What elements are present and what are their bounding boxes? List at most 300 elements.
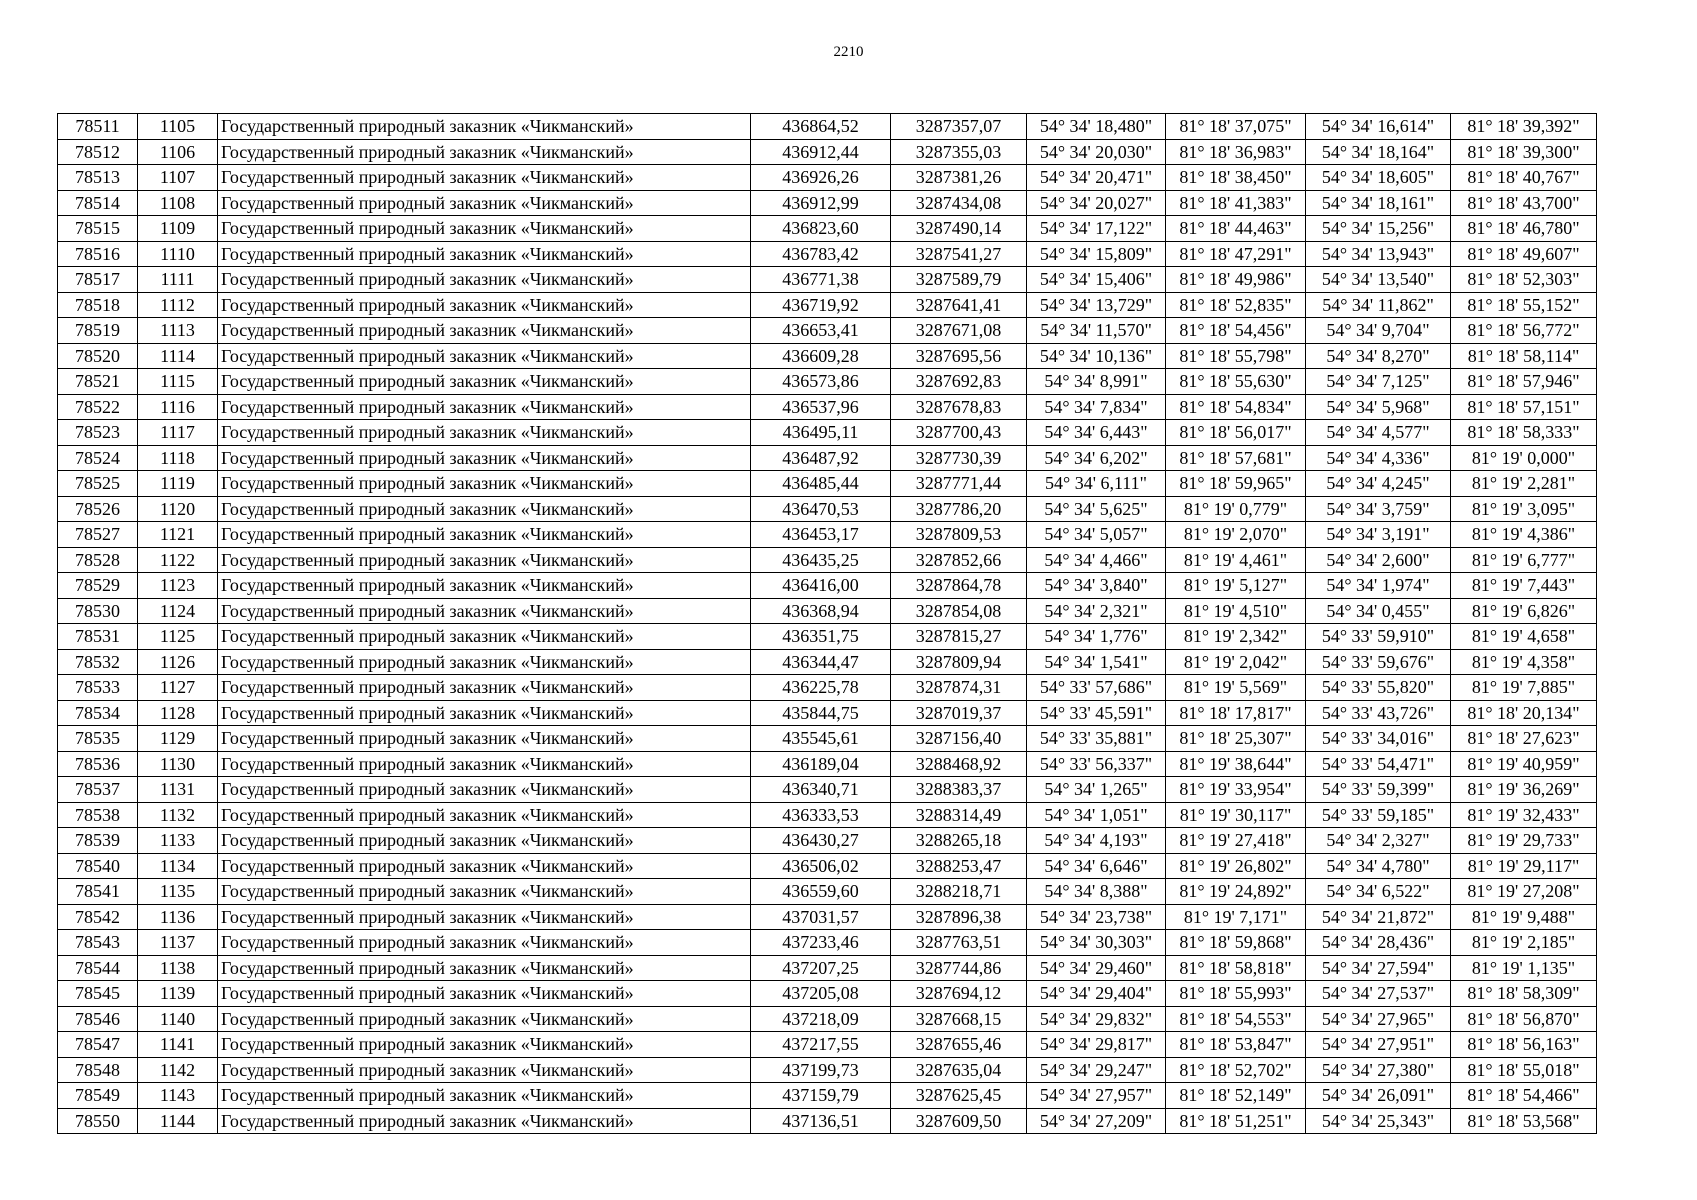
table-body (58, 114, 1597, 1134)
cell-latitude-1: 54° 34' 17,122" (1027, 216, 1166, 242)
cell-coord-x: 436653,41 (751, 318, 891, 344)
cell-latitude-1: 54° 34' 2,321" (1027, 598, 1166, 624)
cell-coord-y: 3287809,94 (891, 649, 1027, 675)
cell-coord-y: 3287541,27 (891, 241, 1027, 267)
cell-territory-name: Государственный природный заказник «Чикманский» (218, 241, 751, 267)
cell-point-number: 1131 (138, 777, 218, 803)
table-row (58, 981, 1597, 1007)
cell-point-number: 1123 (138, 573, 218, 599)
cell-latitude-1: 54° 34' 20,027" (1027, 190, 1166, 216)
table-row (58, 547, 1597, 573)
cell-row-number: 78520 (58, 343, 138, 369)
cell-latitude-1: 54° 34' 3,840" (1027, 573, 1166, 599)
cell-longitude-1: 81° 18' 37,075" (1166, 114, 1306, 140)
table-row (58, 853, 1597, 879)
table-row (58, 751, 1597, 777)
cell-latitude-1: 54° 34' 1,265" (1027, 777, 1166, 803)
cell-coord-y: 3287730,39 (891, 445, 1027, 471)
cell-row-number: 78513 (58, 165, 138, 191)
cell-coord-y: 3287695,56 (891, 343, 1027, 369)
cell-point-number: 1111 (138, 267, 218, 293)
cell-row-number: 78523 (58, 420, 138, 446)
cell-row-number: 78540 (58, 853, 138, 879)
cell-longitude-2: 81° 18' 46,780" (1451, 216, 1597, 242)
cell-longitude-1: 81° 18' 55,630" (1166, 369, 1306, 395)
cell-coord-x: 436368,94 (751, 598, 891, 624)
cell-coord-y: 3287786,20 (891, 496, 1027, 522)
cell-point-number: 1114 (138, 343, 218, 369)
cell-coord-y: 3287874,31 (891, 675, 1027, 701)
cell-coord-y: 3287434,08 (891, 190, 1027, 216)
cell-longitude-1: 81° 18' 56,017" (1166, 420, 1306, 446)
cell-point-number: 1116 (138, 394, 218, 420)
cell-row-number: 78525 (58, 471, 138, 497)
cell-coord-y: 3287678,83 (891, 394, 1027, 420)
cell-latitude-1: 54° 34' 1,051" (1027, 802, 1166, 828)
cell-territory-name: Государственный природный заказник «Чикманский» (218, 1057, 751, 1083)
cell-longitude-2: 81° 18' 53,568" (1451, 1108, 1597, 1134)
cell-point-number: 1122 (138, 547, 218, 573)
cell-territory-name: Государственный природный заказник «Чикманский» (218, 777, 751, 803)
cell-latitude-1: 54° 34' 20,471" (1027, 165, 1166, 191)
cell-coord-x: 436864,52 (751, 114, 891, 140)
cell-latitude-1: 54° 34' 6,646" (1027, 853, 1166, 879)
cell-coord-x: 436487,92 (751, 445, 891, 471)
cell-latitude-2: 54° 34' 3,191" (1306, 522, 1451, 548)
cell-coord-x: 436783,42 (751, 241, 891, 267)
cell-longitude-2: 81° 19' 6,826" (1451, 598, 1597, 624)
cell-territory-name: Государственный природный заказник «Чикманский» (218, 1006, 751, 1032)
cell-latitude-2: 54° 34' 13,540" (1306, 267, 1451, 293)
cell-row-number: 78541 (58, 879, 138, 905)
cell-territory-name: Государственный природный заказник «Чикманский» (218, 165, 751, 191)
cell-latitude-2: 54° 34' 13,943" (1306, 241, 1451, 267)
cell-point-number: 1110 (138, 241, 218, 267)
cell-coord-x: 436912,99 (751, 190, 891, 216)
cell-longitude-2: 81° 18' 39,392" (1451, 114, 1597, 140)
cell-longitude-2: 81° 18' 55,152" (1451, 292, 1597, 318)
cell-longitude-2: 81° 18' 57,946" (1451, 369, 1597, 395)
cell-longitude-1: 81° 19' 30,117" (1166, 802, 1306, 828)
table-row (58, 828, 1597, 854)
cell-latitude-2: 54° 34' 16,614" (1306, 114, 1451, 140)
cell-longitude-1: 81° 18' 44,463" (1166, 216, 1306, 242)
cell-point-number: 1120 (138, 496, 218, 522)
cell-coord-x: 436351,75 (751, 624, 891, 650)
table-row (58, 522, 1597, 548)
cell-coord-x: 436435,25 (751, 547, 891, 573)
cell-latitude-1: 54° 34' 4,193" (1027, 828, 1166, 854)
table-row (58, 369, 1597, 395)
cell-coord-y: 3287815,27 (891, 624, 1027, 650)
cell-row-number: 78517 (58, 267, 138, 293)
cell-coord-x: 437205,08 (751, 981, 891, 1007)
cell-territory-name: Государственный природный заказник «Чикманский» (218, 114, 751, 140)
cell-latitude-2: 54° 34' 18,164" (1306, 139, 1451, 165)
cell-latitude-2: 54° 34' 4,336" (1306, 445, 1451, 471)
cell-coord-x: 436344,47 (751, 649, 891, 675)
cell-latitude-1: 54° 34' 1,541" (1027, 649, 1166, 675)
cell-point-number: 1134 (138, 853, 218, 879)
cell-coord-x: 436537,96 (751, 394, 891, 420)
cell-coord-x: 436453,17 (751, 522, 891, 548)
table-row (58, 649, 1597, 675)
cell-coord-x: 436430,27 (751, 828, 891, 854)
cell-row-number: 78548 (58, 1057, 138, 1083)
cell-coord-y: 3287635,04 (891, 1057, 1027, 1083)
cell-longitude-2: 81° 18' 58,333" (1451, 420, 1597, 446)
cell-longitude-1: 81° 19' 5,127" (1166, 573, 1306, 599)
cell-latitude-1: 54° 34' 5,625" (1027, 496, 1166, 522)
cell-coord-x: 436485,44 (751, 471, 891, 497)
cell-longitude-1: 81° 18' 52,149" (1166, 1083, 1306, 1109)
table-row (58, 573, 1597, 599)
cell-territory-name: Государственный природный заказник «Чикманский» (218, 1032, 751, 1058)
cell-latitude-2: 54° 34' 3,759" (1306, 496, 1451, 522)
cell-longitude-1: 81° 18' 54,456" (1166, 318, 1306, 344)
table-row (58, 1032, 1597, 1058)
cell-latitude-1: 54° 34' 29,460" (1027, 955, 1166, 981)
cell-latitude-2: 54° 33' 34,016" (1306, 726, 1451, 752)
cell-point-number: 1113 (138, 318, 218, 344)
cell-territory-name: Государственный природный заказник «Чикманский» (218, 751, 751, 777)
cell-latitude-1: 54° 34' 8,991" (1027, 369, 1166, 395)
cell-row-number: 78511 (58, 114, 138, 140)
cell-coord-y: 3287609,50 (891, 1108, 1027, 1134)
table-row (58, 394, 1597, 420)
cell-coord-x: 436225,78 (751, 675, 891, 701)
cell-point-number: 1144 (138, 1108, 218, 1134)
cell-latitude-2: 54° 34' 15,256" (1306, 216, 1451, 242)
cell-longitude-2: 81° 18' 57,151" (1451, 394, 1597, 420)
cell-point-number: 1121 (138, 522, 218, 548)
cell-coord-x: 436506,02 (751, 853, 891, 879)
cell-longitude-1: 81° 18' 49,986" (1166, 267, 1306, 293)
cell-coord-y: 3288218,71 (891, 879, 1027, 905)
cell-longitude-1: 81° 18' 55,993" (1166, 981, 1306, 1007)
table-row (58, 624, 1597, 650)
cell-coord-y: 3287625,45 (891, 1083, 1027, 1109)
cell-longitude-2: 81° 19' 2,281" (1451, 471, 1597, 497)
cell-territory-name: Государственный природный заказник «Чикманский» (218, 267, 751, 293)
cell-territory-name: Государственный природный заказник «Чикманский» (218, 292, 751, 318)
cell-point-number: 1135 (138, 879, 218, 905)
cell-point-number: 1105 (138, 114, 218, 140)
table-row (58, 420, 1597, 446)
cell-latitude-2: 54° 34' 8,270" (1306, 343, 1451, 369)
cell-territory-name: Государственный природный заказник «Чикманский» (218, 598, 751, 624)
cell-coord-y: 3287490,14 (891, 216, 1027, 242)
cell-point-number: 1139 (138, 981, 218, 1007)
cell-longitude-2: 81° 19' 4,658" (1451, 624, 1597, 650)
table-row (58, 879, 1597, 905)
cell-coord-y: 3287700,43 (891, 420, 1027, 446)
table-row (58, 114, 1597, 140)
coordinates-table (57, 113, 1597, 1134)
cell-longitude-2: 81° 19' 32,433" (1451, 802, 1597, 828)
table-row (58, 292, 1597, 318)
cell-latitude-1: 54° 34' 20,030" (1027, 139, 1166, 165)
cell-latitude-2: 54° 34' 27,965" (1306, 1006, 1451, 1032)
cell-latitude-1: 54° 34' 1,776" (1027, 624, 1166, 650)
cell-coord-y: 3288383,37 (891, 777, 1027, 803)
table-row (58, 777, 1597, 803)
cell-coord-x: 436926,26 (751, 165, 891, 191)
cell-point-number: 1143 (138, 1083, 218, 1109)
cell-row-number: 78533 (58, 675, 138, 701)
cell-territory-name: Государственный природный заказник «Чикманский» (218, 190, 751, 216)
cell-row-number: 78546 (58, 1006, 138, 1032)
cell-longitude-2: 81° 18' 52,303" (1451, 267, 1597, 293)
cell-longitude-2: 81° 18' 58,309" (1451, 981, 1597, 1007)
cell-coord-x: 437159,79 (751, 1083, 891, 1109)
cell-longitude-2: 81° 19' 2,185" (1451, 930, 1597, 956)
cell-latitude-2: 54° 34' 4,577" (1306, 420, 1451, 446)
cell-longitude-2: 81° 18' 56,163" (1451, 1032, 1597, 1058)
cell-coord-x: 436771,38 (751, 267, 891, 293)
cell-longitude-2: 81° 18' 27,623" (1451, 726, 1597, 752)
cell-territory-name: Государственный природный заказник «Чикманский» (218, 726, 751, 752)
cell-longitude-1: 81° 18' 17,817" (1166, 700, 1306, 726)
cell-point-number: 1108 (138, 190, 218, 216)
cell-point-number: 1137 (138, 930, 218, 956)
cell-coord-y: 3287156,40 (891, 726, 1027, 752)
cell-row-number: 78521 (58, 369, 138, 395)
cell-latitude-2: 54° 33' 43,726" (1306, 700, 1451, 726)
cell-coord-y: 3287864,78 (891, 573, 1027, 599)
cell-territory-name: Государственный природный заказник «Чикманский» (218, 981, 751, 1007)
cell-coord-x: 436333,53 (751, 802, 891, 828)
table-row (58, 598, 1597, 624)
cell-latitude-1: 54° 34' 15,809" (1027, 241, 1166, 267)
cell-territory-name: Государственный природный заказник «Чикманский» (218, 955, 751, 981)
cell-latitude-2: 54° 34' 27,594" (1306, 955, 1451, 981)
cell-row-number: 78518 (58, 292, 138, 318)
cell-longitude-2: 81° 19' 6,777" (1451, 547, 1597, 573)
cell-point-number: 1127 (138, 675, 218, 701)
cell-coord-x: 437217,55 (751, 1032, 891, 1058)
cell-longitude-1: 81° 19' 2,342" (1166, 624, 1306, 650)
cell-longitude-1: 81° 18' 59,965" (1166, 471, 1306, 497)
cell-longitude-2: 81° 19' 29,733" (1451, 828, 1597, 854)
cell-row-number: 78547 (58, 1032, 138, 1058)
cell-coord-x: 437136,51 (751, 1108, 891, 1134)
table-row (58, 904, 1597, 930)
cell-longitude-1: 81° 18' 53,847" (1166, 1032, 1306, 1058)
cell-row-number: 78549 (58, 1083, 138, 1109)
cell-longitude-2: 81° 19' 40,959" (1451, 751, 1597, 777)
cell-coord-x: 436189,04 (751, 751, 891, 777)
cell-point-number: 1107 (138, 165, 218, 191)
cell-territory-name: Государственный природный заказник «Чикманский» (218, 522, 751, 548)
table-row (58, 165, 1597, 191)
table-row (58, 1006, 1597, 1032)
cell-latitude-1: 54° 34' 4,466" (1027, 547, 1166, 573)
cell-coord-x: 435545,61 (751, 726, 891, 752)
cell-latitude-2: 54° 34' 26,091" (1306, 1083, 1451, 1109)
cell-coord-y: 3287589,79 (891, 267, 1027, 293)
cell-row-number: 78531 (58, 624, 138, 650)
cell-row-number: 78514 (58, 190, 138, 216)
cell-row-number: 78522 (58, 394, 138, 420)
cell-longitude-1: 81° 18' 38,450" (1166, 165, 1306, 191)
cell-coord-x: 436609,28 (751, 343, 891, 369)
cell-territory-name: Государственный природный заказник «Чикманский» (218, 930, 751, 956)
cell-longitude-1: 81° 19' 4,461" (1166, 547, 1306, 573)
cell-longitude-2: 81° 18' 54,466" (1451, 1083, 1597, 1109)
cell-territory-name: Государственный природный заказник «Чикманский» (218, 904, 751, 930)
cell-point-number: 1129 (138, 726, 218, 752)
cell-longitude-1: 81° 18' 52,702" (1166, 1057, 1306, 1083)
cell-latitude-2: 54° 33' 59,399" (1306, 777, 1451, 803)
cell-latitude-2: 54° 34' 18,605" (1306, 165, 1451, 191)
cell-territory-name: Государственный природный заказник «Чикманский» (218, 879, 751, 905)
cell-row-number: 78515 (58, 216, 138, 242)
cell-longitude-1: 81° 18' 47,291" (1166, 241, 1306, 267)
cell-latitude-2: 54° 33' 55,820" (1306, 675, 1451, 701)
cell-latitude-1: 54° 34' 30,303" (1027, 930, 1166, 956)
cell-row-number: 78545 (58, 981, 138, 1007)
cell-longitude-1: 81° 18' 52,835" (1166, 292, 1306, 318)
cell-point-number: 1132 (138, 802, 218, 828)
cell-longitude-2: 81° 19' 29,117" (1451, 853, 1597, 879)
cell-point-number: 1125 (138, 624, 218, 650)
cell-longitude-2: 81° 18' 39,300" (1451, 139, 1597, 165)
cell-longitude-1: 81° 19' 26,802" (1166, 853, 1306, 879)
cell-longitude-2: 81° 19' 7,885" (1451, 675, 1597, 701)
cell-point-number: 1130 (138, 751, 218, 777)
cell-longitude-2: 81° 19' 36,269" (1451, 777, 1597, 803)
cell-point-number: 1140 (138, 1006, 218, 1032)
table-row (58, 267, 1597, 293)
cell-longitude-2: 81° 19' 7,443" (1451, 573, 1597, 599)
cell-latitude-1: 54° 34' 13,729" (1027, 292, 1166, 318)
table-row (58, 1057, 1597, 1083)
cell-latitude-2: 54° 34' 5,968" (1306, 394, 1451, 420)
cell-longitude-1: 81° 18' 55,798" (1166, 343, 1306, 369)
cell-latitude-2: 54° 34' 27,951" (1306, 1032, 1451, 1058)
cell-latitude-2: 54° 33' 59,910" (1306, 624, 1451, 650)
cell-coord-x: 436559,60 (751, 879, 891, 905)
cell-coord-x: 436470,53 (751, 496, 891, 522)
cell-territory-name: Государственный природный заказник «Чикманский» (218, 1108, 751, 1134)
cell-longitude-1: 81° 18' 57,681" (1166, 445, 1306, 471)
cell-longitude-1: 81° 18' 58,818" (1166, 955, 1306, 981)
cell-territory-name: Государственный природный заказник «Чикманский» (218, 139, 751, 165)
cell-coord-y: 3288253,47 (891, 853, 1027, 879)
cell-coord-x: 436573,86 (751, 369, 891, 395)
cell-longitude-1: 81° 19' 2,042" (1166, 649, 1306, 675)
table-row (58, 496, 1597, 522)
cell-latitude-1: 54° 33' 35,881" (1027, 726, 1166, 752)
cell-longitude-1: 81° 18' 25,307" (1166, 726, 1306, 752)
cell-territory-name: Государственный природный заказник «Чикманский» (218, 318, 751, 344)
cell-territory-name: Государственный природный заказник «Чикманский» (218, 828, 751, 854)
cell-coord-x: 437218,09 (751, 1006, 891, 1032)
cell-row-number: 78532 (58, 649, 138, 675)
cell-latitude-1: 54° 34' 11,570" (1027, 318, 1166, 344)
cell-row-number: 78535 (58, 726, 138, 752)
cell-longitude-1: 81° 18' 36,983" (1166, 139, 1306, 165)
cell-coord-y: 3288265,18 (891, 828, 1027, 854)
cell-latitude-1: 54° 34' 27,209" (1027, 1108, 1166, 1134)
cell-row-number: 78512 (58, 139, 138, 165)
cell-longitude-1: 81° 19' 24,892" (1166, 879, 1306, 905)
cell-coord-y: 3287852,66 (891, 547, 1027, 573)
table-row (58, 445, 1597, 471)
cell-coord-x: 436495,11 (751, 420, 891, 446)
cell-longitude-1: 81° 19' 38,644" (1166, 751, 1306, 777)
cell-latitude-2: 54° 34' 9,704" (1306, 318, 1451, 344)
cell-row-number: 78543 (58, 930, 138, 956)
cell-point-number: 1112 (138, 292, 218, 318)
table-row (58, 241, 1597, 267)
cell-longitude-2: 81° 18' 43,700" (1451, 190, 1597, 216)
cell-longitude-1: 81° 19' 7,171" (1166, 904, 1306, 930)
cell-latitude-1: 54° 33' 45,591" (1027, 700, 1166, 726)
cell-coord-x: 437233,46 (751, 930, 891, 956)
cell-latitude-1: 54° 34' 18,480" (1027, 114, 1166, 140)
cell-longitude-1: 81° 18' 41,383" (1166, 190, 1306, 216)
cell-longitude-2: 81° 18' 56,870" (1451, 1006, 1597, 1032)
cell-territory-name: Государственный природный заказник «Чикманский» (218, 1083, 751, 1109)
table-row (58, 1108, 1597, 1134)
cell-territory-name: Государственный природный заказник «Чикманский» (218, 216, 751, 242)
table-row (58, 955, 1597, 981)
cell-coord-y: 3287771,44 (891, 471, 1027, 497)
cell-territory-name: Государственный природный заказник «Чикманский» (218, 700, 751, 726)
cell-longitude-1: 81° 18' 54,834" (1166, 394, 1306, 420)
cell-territory-name: Государственный природный заказник «Чикманский» (218, 649, 751, 675)
cell-row-number: 78544 (58, 955, 138, 981)
cell-latitude-2: 54° 34' 0,455" (1306, 598, 1451, 624)
cell-row-number: 78528 (58, 547, 138, 573)
cell-latitude-1: 54° 34' 5,057" (1027, 522, 1166, 548)
cell-latitude-2: 54° 34' 18,161" (1306, 190, 1451, 216)
cell-longitude-2: 81° 19' 4,358" (1451, 649, 1597, 675)
cell-longitude-1: 81° 18' 59,868" (1166, 930, 1306, 956)
cell-coord-y: 3287896,38 (891, 904, 1027, 930)
cell-latitude-1: 54° 34' 29,817" (1027, 1032, 1166, 1058)
table-row (58, 318, 1597, 344)
table-row (58, 216, 1597, 242)
cell-coord-x: 436719,92 (751, 292, 891, 318)
cell-row-number: 78550 (58, 1108, 138, 1134)
cell-territory-name: Государственный природный заказник «Чикманский» (218, 343, 751, 369)
cell-row-number: 78516 (58, 241, 138, 267)
cell-longitude-1: 81° 19' 5,569" (1166, 675, 1306, 701)
cell-territory-name: Государственный природный заказник «Чикманский» (218, 445, 751, 471)
cell-longitude-2: 81° 19' 3,095" (1451, 496, 1597, 522)
cell-longitude-1: 81° 19' 27,418" (1166, 828, 1306, 854)
cell-latitude-2: 54° 34' 11,862" (1306, 292, 1451, 318)
cell-longitude-2: 81° 18' 58,114" (1451, 343, 1597, 369)
cell-latitude-2: 54° 34' 25,343" (1306, 1108, 1451, 1134)
cell-territory-name: Государственный природный заказник «Чикманский» (218, 573, 751, 599)
cell-row-number: 78534 (58, 700, 138, 726)
cell-row-number: 78529 (58, 573, 138, 599)
cell-coord-y: 3287809,53 (891, 522, 1027, 548)
cell-territory-name: Государственный природный заказник «Чикманский» (218, 496, 751, 522)
cell-coord-y: 3287019,37 (891, 700, 1027, 726)
cell-latitude-2: 54° 33' 59,676" (1306, 649, 1451, 675)
cell-coord-y: 3287381,26 (891, 165, 1027, 191)
cell-point-number: 1109 (138, 216, 218, 242)
cell-coord-y: 3287641,41 (891, 292, 1027, 318)
cell-longitude-2: 81° 19' 4,386" (1451, 522, 1597, 548)
cell-latitude-1: 54° 34' 23,738" (1027, 904, 1166, 930)
cell-coord-x: 437031,57 (751, 904, 891, 930)
